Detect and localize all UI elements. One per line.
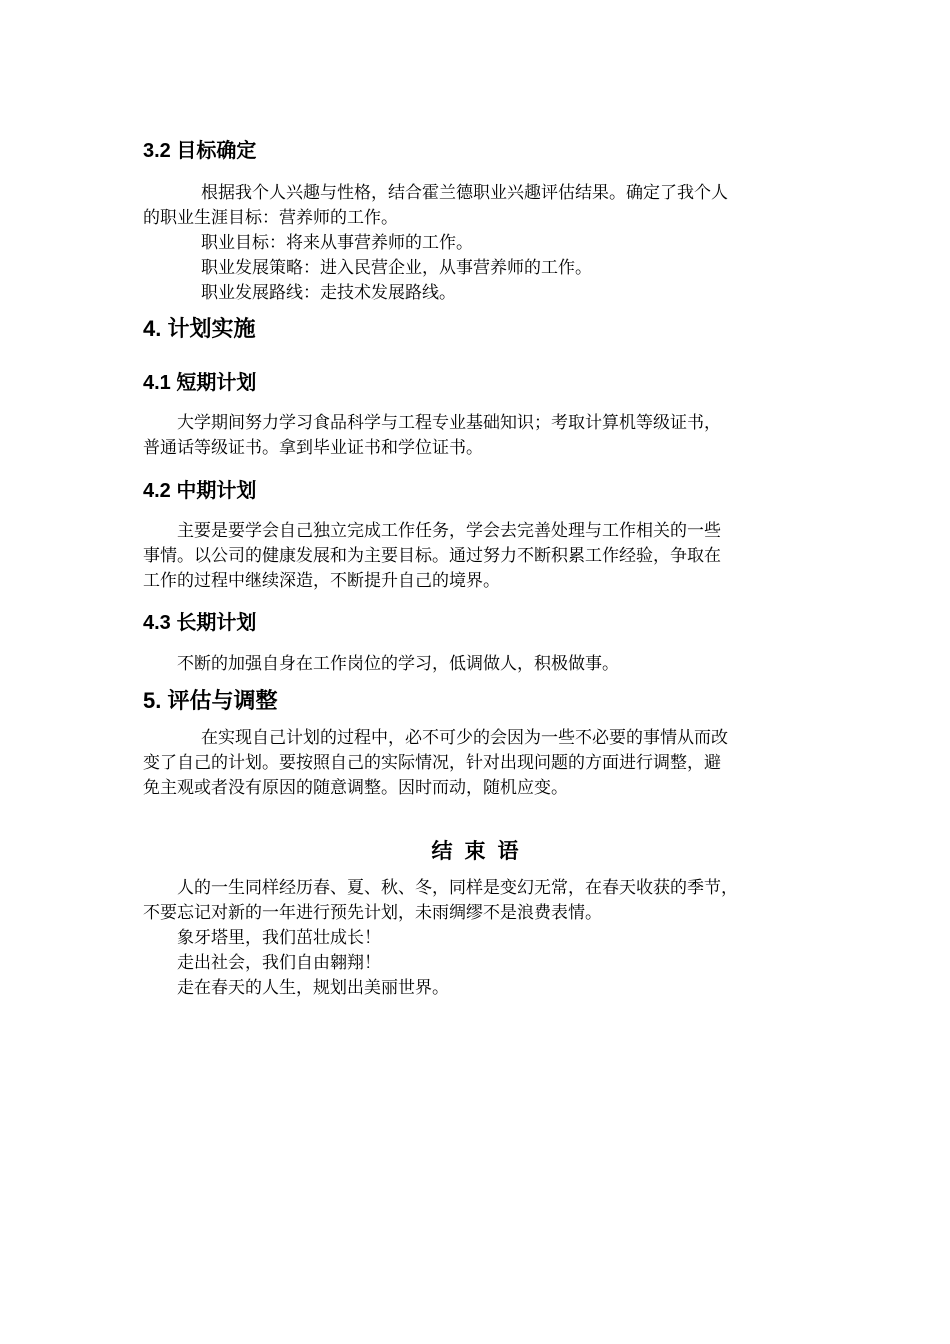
paragraph-line: 走出社会，我们自由翱翔！ xyxy=(177,953,381,973)
section-heading-4-3: 4.3 长期计划 xyxy=(143,612,257,634)
section-heading-4-2: 4.2 中期计划 xyxy=(143,480,257,502)
paragraph-line: 事情。以公司的健康发展和为主要目标。通过努力不断积累工作经验，争取在 xyxy=(143,546,721,566)
section-heading-4: 4. 计划实施 xyxy=(143,316,256,341)
paragraph-line: 工作的过程中继续深造，不断提升自己的境界。 xyxy=(143,571,500,591)
paragraph-line: 象牙塔里，我们茁壮成长！ xyxy=(177,928,381,948)
paragraph-line: 人的一生同样经历春、夏、秋、冬，同样是变幻无常，在春天收获的季节， xyxy=(177,878,738,898)
paragraph-line: 在实现自己计划的过程中，必不可少的会因为一些不必要的事情从而改 xyxy=(201,728,728,748)
paragraph-line: 普通话等级证书。拿到毕业证书和学位证书。 xyxy=(143,438,483,458)
paragraph-line: 变了自己的计划。要按照自己的实际情况，针对出现问题的方面进行调整，避 xyxy=(143,753,721,773)
conclusion-title: 结束语 xyxy=(431,839,531,863)
paragraph-line: 不断的加强自身在工作岗位的学习，低调做人，积极做事。 xyxy=(177,654,619,674)
section-heading-3-2: 3.2 目标确定 xyxy=(143,140,257,162)
paragraph-line: 免主观或者没有原因的随意调整。因时而动，随机应变。 xyxy=(143,778,568,798)
paragraph-line: 的职业生涯目标：营养师的工作。 xyxy=(143,208,398,228)
paragraph-line: 主要是要学会自己独立完成工作任务，学会去完善处理与工作相关的一些 xyxy=(177,521,721,541)
paragraph-line: 职业发展策略：进入民营企业，从事营养师的工作。 xyxy=(201,258,592,278)
paragraph-line: 职业发展路线：走技术发展路线。 xyxy=(201,283,456,303)
paragraph-line: 走在春天的人生，规划出美丽世界。 xyxy=(177,978,449,998)
paragraph-line: 大学期间努力学习食品科学与工程专业基础知识；考取计算机等级证书， xyxy=(177,413,721,433)
paragraph-line: 不要忘记对新的一年进行预先计划，未雨绸缪不是浪费表情。 xyxy=(143,903,602,923)
section-heading-4-1: 4.1 短期计划 xyxy=(143,372,257,394)
paragraph-line: 职业目标：将来从事营养师的工作。 xyxy=(201,233,473,253)
paragraph-line: 根据我个人兴趣与性格，结合霍兰德职业兴趣评估结果。确定了我个人 xyxy=(201,183,728,203)
section-heading-5: 5. 评估与调整 xyxy=(143,688,278,713)
